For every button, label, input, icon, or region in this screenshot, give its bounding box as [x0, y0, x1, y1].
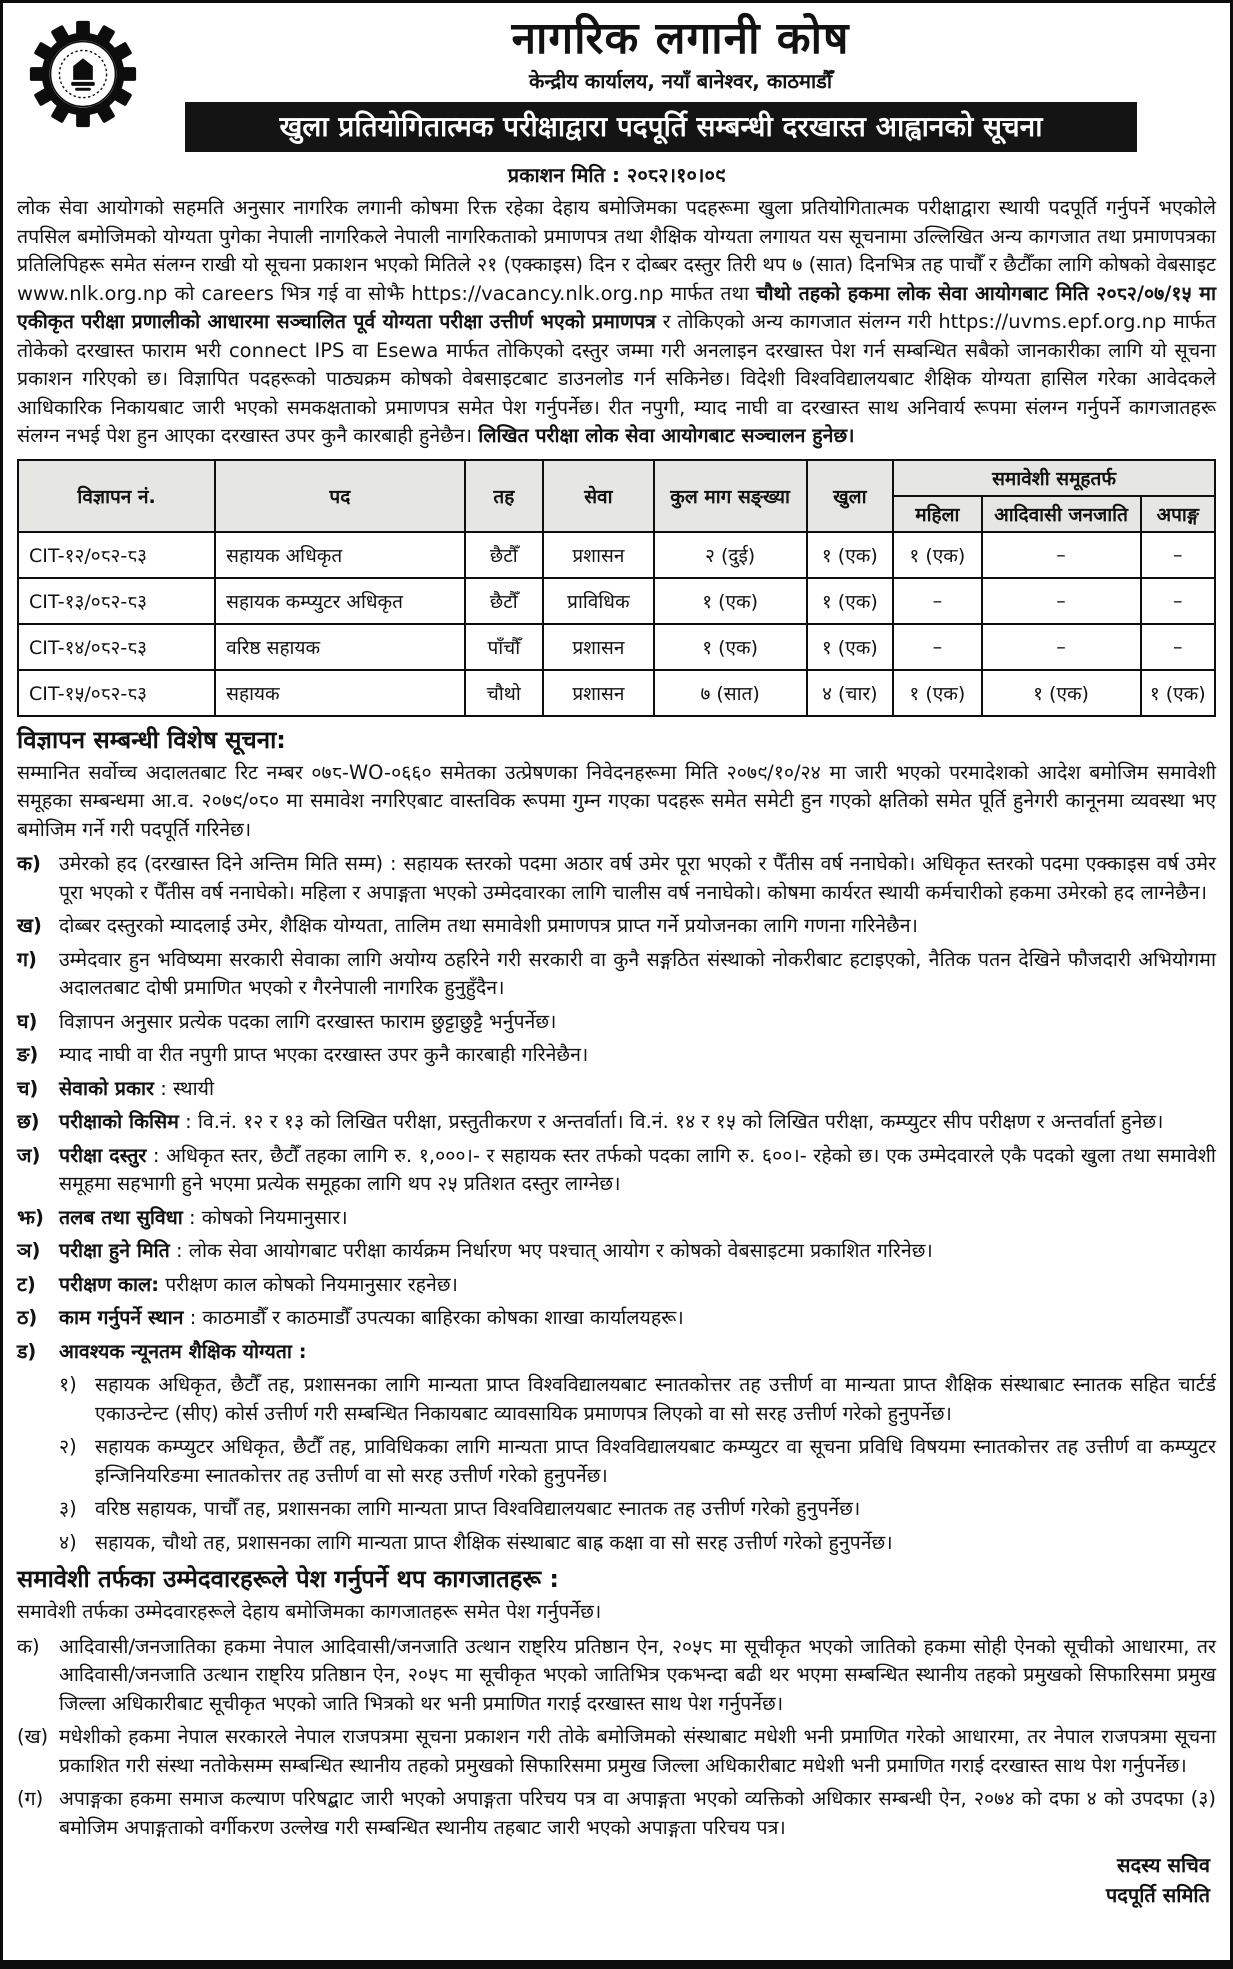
- item-bold-lead: काम गर्नुपर्ने स्थान: [59, 1306, 184, 1329]
- cell-indigenous: –: [982, 624, 1141, 670]
- cell-disabled: १ (एक): [1141, 670, 1215, 716]
- item-label: ङ): [17, 1043, 39, 1066]
- table-row: [18, 532, 1215, 578]
- item-label: ट): [17, 1272, 36, 1296]
- list-item-ka: [17, 850, 1216, 907]
- item-bold-lead: परीक्षा हुने मिति: [59, 1239, 170, 1262]
- col-header-ad-no: विज्ञापन नं.: [18, 460, 215, 532]
- inclusive-section-heading: समावेशी तर्फका उम्मेदवारहरूले पेश गर्नुपर्ने थप कागजातहरू :: [17, 1565, 560, 1593]
- cell-open: १ (एक): [807, 578, 894, 624]
- cell-open: ४ (चार): [807, 670, 894, 716]
- cell-level: छैटौँ: [465, 532, 543, 578]
- item-text: [59, 1142, 1216, 1199]
- item-text: [59, 1271, 1216, 1300]
- item-label: (ख): [17, 1725, 49, 1748]
- cell-service: प्रशासन: [543, 670, 654, 716]
- subitem-text: सहायक कम्प्युटर अधिकृत, छैटौँ तह, प्राविधिकका लागि मान्यता प्राप्त विश्वविद्यालयबाट कम्प्युटर वा सूचना प्रविधि विषयमा स्नातकोत्तर तह उत्तीर्ण वा कम्प्युटर इन्जिनियरिङमा स्नातकोत्तर तह उत्तीर्ण वा सो सरह उत्तीर्ण गरेको हुनुपर्नेछ।: [95, 1435, 1216, 1487]
- subitem-text: वरिष्ठ सहायक, पाचौँ तह, प्रशासनका लागि मान्यता प्राप्त विश्वविद्यालयबाट स्नातक तह उत्तीर्ण गरेको हुनुपर्नेछ।: [95, 1497, 861, 1520]
- cell-female: १ (एक): [893, 670, 982, 716]
- item-label: ठ): [17, 1306, 38, 1329]
- cell-post: सहायक कम्प्युटर अधिकृत: [215, 578, 464, 624]
- item-bold-lead: आवश्यक न्यूनतम शैक्षिक योग्यता :: [59, 1339, 307, 1363]
- item-label: छ): [17, 1110, 40, 1133]
- cell-ad-no: CIT-१४/०८२-८३: [18, 624, 215, 670]
- item-label: ग): [17, 947, 37, 971]
- list-item-ga: [17, 946, 1216, 1003]
- cell-ad-no: CIT-१२/०८२-८३: [18, 532, 215, 578]
- cell-female: १ (एक): [893, 532, 982, 578]
- list-item-chha: [17, 1108, 1216, 1137]
- item-label: च): [17, 1076, 39, 1100]
- cell-total: १ (एक): [654, 624, 807, 670]
- intro-seg-1: लोक सेवा आयोगको सहमति अनुसार नागरिक लगानी कोषमा रिक्त रहेका देहाय बमोजिमका पदहरूमा खुला प्रतियोगितात्मक परीक्षाद्वारा स्थायी पदपूर्ति गर्नुपर्ने भएकोले तपसिल बमोजिमको योग्यता पुगेका नेपाली नागरिकले नेपाली नागरिकताको प्रमाणपत्र तथा शैक्षिक योग्यता लगायत यस सूचनामा उल्लिखित अन्य कागजात तथा प्रमाणपत्रका प्रतिलिपिहरू समेत संलग्न राखी यो सूचना प्रकाशन भएको मितिले २१ (एक्काइस) दिन र दोब्बर दस्तुर तिरी थप ७ (सात) दिनभित्र तह पाचौँ र छैटौँका लागि कोषको वेबसाइट www.nlk.org.np को careers भित्र गई वा सोझै https://vacancy.nlk.org.np मार्फत तथा: [17, 196, 1216, 305]
- col-header-level: तह: [465, 460, 543, 532]
- cell-female: –: [893, 578, 982, 624]
- col-header-open: खुला: [807, 460, 894, 532]
- cell-service: प्रशासन: [543, 624, 654, 670]
- inclusive-item-ga: [17, 1785, 1216, 1842]
- item-bold-lead: परीक्षा दस्तुर: [59, 1143, 147, 1167]
- item-text: [59, 1304, 1216, 1333]
- cell-open: १ (एक): [807, 532, 894, 578]
- item-rest: : वि.नं. १२ र १३ को लिखित परीक्षा, प्रस्तुतीकरण र अन्तर्वार्ता। वि.नं. १४ र १५ को लिखित परीक्षा, कम्प्युटर सीप परीक्षण र अन्तर्वार्ता हुनेछ।: [178, 1110, 1164, 1133]
- col-header-indigenous: आदिवासी जनजाति: [982, 496, 1141, 532]
- item-bold-lead: परीक्षाको किसिम: [59, 1110, 179, 1133]
- cell-indigenous: १ (एक): [982, 670, 1141, 716]
- intro-seg-3: र तोकिएको अन्य कागजात संलग्न गरी https://uvms.epf.org.np मार्फत तोकेको दरखास्त फाराम भरी connect IPS वा Esewa मार्फत तोकिएको दस्तुर जम्मा गरी अनलाइन दरखास्त पेश गर्न सम्बन्धित सबैको जानकारीका लागि यो सूचना प्रकाशन गरिएको छ। विज्ञापित पदहरूको पाठ्यक्रम कोषको वेबसाइटबाट डाउनलोड गर्न सकिनेछ। विदेशी विश्वविद्यालयबाट शैक्षिक योग्यता हासिल गरेका आवेदकले आधिकारिक निकायबाट जारी भएको समकक्षताको प्रमाणपत्र समेत पेश गर्नुपर्नेछ। रीत नपुगी, म्याद नाघी वा दरखास्त साथ अनिवार्य रूपमा संलग्न गर्नुपर्ने कागजातहरू संलग्न नभई पेश हुन आएका दरखास्त उपर कुनै कारबाही हुनेछैन।: [17, 310, 1216, 447]
- item-text: [59, 1108, 1216, 1137]
- education-subitem-1: [59, 1371, 1216, 1428]
- item-label: ख): [17, 914, 42, 937]
- intro-seg-2-bold: चौथो तहको हकमा लोक सेवा आयोगबाट मिति २०८२/०७/१५ मा एकीकृत परीक्षा प्रणालीको आधारमा सञ्चालित पूर्व योग्यता परीक्षा उत्तीर्ण भएको प्रमाणपत्र: [17, 281, 1216, 333]
- list-item-da: [17, 1338, 1216, 1367]
- item-rest: परीक्षण काल कोषको नियमानुसार रहनेछ।: [159, 1272, 458, 1296]
- cell-total: ७ (सात): [654, 670, 807, 716]
- item-bold-lead: तलब तथा सुविधा: [59, 1205, 183, 1229]
- inclusive-section-intro: समावेशी तर्फका उम्मेदवारहरूले देहाय बमोजिमका कागजातहरू समेत पेश गर्नुपर्नेछ।: [17, 1600, 602, 1623]
- cell-total: १ (एक): [654, 578, 807, 624]
- cell-post: सहायक अधिकृत: [215, 532, 464, 578]
- item-label: क): [17, 852, 41, 875]
- cell-level: पाँचौँ: [465, 624, 543, 670]
- cell-ad-no: CIT-१३/०८२-८३: [18, 578, 215, 624]
- item-rest: : काठमाडौँ र काठमाडौँ उपत्यका बाहिरका कोषका शाखा कार्यालयहरू।: [183, 1306, 684, 1329]
- list-item-tha: [17, 1304, 1216, 1333]
- signature-block: [17, 1850, 1216, 1910]
- list-item-yna: [17, 1237, 1216, 1266]
- item-text: मधेशीको हकमा नेपाल सरकारले नेपाल राजपत्रमा सूचना प्रकाशन गरी तोके बमोजिमको संस्थाबाट मधेशी भनी प्रमाणित गरेको आधारमा, तर नेपाल राजपत्रमा सूचना प्रकाशित गरी संस्था नतोकेसम्म सम्बन्धित स्थानीय तहको प्रमुखको सिफारिसमा प्रमुख जिल्ला अधिकारीबाट मधेशी भनी प्रमाणित गराई दरखास्त साथ पेश गर्नुपर्नेछ।: [59, 1725, 1216, 1777]
- cell-service: प्रशासन: [543, 532, 654, 578]
- col-header-post: पद: [215, 460, 464, 532]
- list-item-cha: [17, 1075, 1216, 1104]
- item-text: [59, 1237, 1216, 1266]
- list-item-jha: [17, 1204, 1216, 1233]
- item-text: अपाङ्गका हकमा समाज कल्याण परिषद्बाट जारी भएको अपाङ्गता परिचय पत्र वा अपाङ्गता भएको व्यक्तिको अधिकार सम्बन्धी ऐन, २०७४ को दफा ४ को उपदफा (३) बमोजिम अपाङ्गताको वर्गीकरण उल्लेख गरी सम्बन्धित स्थानीय तहबाट जारी भएको अपाङ्गता परिचय पत्र।: [59, 1787, 1216, 1839]
- document-header: [17, 13, 1216, 152]
- cell-level: चौथो: [465, 670, 543, 716]
- item-rest: : अधिकृत स्तर, छैटौँ तहका लागि रु. १,०००।- र सहायक स्तर तर्फको पदका लागि रु. ६००।- रहेको छ। एक उम्मेदवारले एकै पदको खुला तथा समावेशी समूहमा सहभागी हुने भएमा प्रत्येक समूहका लागि थप २५ प्रतिशत दस्तुर लाग्नेछ।: [59, 1143, 1216, 1195]
- cell-female: –: [893, 624, 982, 670]
- special-notice-intro: सम्मानित सर्वोच्च अदालतबाट रिट नम्बर ०७८-WO-०६६० समेतका उत्प्रेषणका निवेदनहरूमा मिति २०७९/१०/२४ मा जारी भएको परमादेशको आदेश बमोजिम समावेशी समूहका सम्बन्धमा आ.व. २०७९/०८० मा समावेश नगरिएबाट वास्तविक रूपमा गुम्न गएका पदहरू समेत समेटी हुन गएको क्षतिको समेत पूर्ति हुनेगरी कानूनमा व्यवस्था भए बमोजिम गर्ने गरी पदपूर्ति गरिनेछ।: [17, 760, 1216, 841]
- cell-post: वरिष्ठ सहायक: [215, 624, 464, 670]
- list-item-ta: [17, 1271, 1216, 1300]
- col-header-service: सेवा: [543, 460, 654, 532]
- cell-indigenous: –: [982, 578, 1141, 624]
- subitem-label: ३): [59, 1497, 77, 1520]
- item-rest: : कोषको नियमानुसार।: [182, 1205, 348, 1229]
- table-row: [18, 670, 1215, 716]
- col-header-disabled: अपाङ्ग: [1141, 496, 1215, 532]
- item-text: [59, 1204, 1216, 1233]
- subitem-label: ४): [59, 1530, 77, 1554]
- org-name: नागरिक लगानी कोष: [511, 13, 850, 64]
- col-header-total: कुल माग सङ्ख्या: [654, 460, 807, 532]
- education-subitem-2: [59, 1433, 1216, 1490]
- list-item-gha: [17, 1008, 1216, 1037]
- vacancy-table: [17, 459, 1216, 717]
- item-bold-lead: सेवाको प्रकार: [59, 1076, 154, 1100]
- item-text: दोब्बर दस्तुरको म्यादलाई उमेर, शैक्षिक योग्यता, तालिम तथा समावेशी प्रमाणपत्र प्राप्त गर्ने प्रयोजनका लागि गणना गरिनेछैन।: [59, 914, 918, 937]
- col-header-female: महिला: [893, 496, 982, 532]
- subitem-text: सहायक, चौथो तह, प्रशासनका लागि मान्यता प्राप्त शैक्षिक संस्थाबाट बाह्र कक्षा वा सो सरह उत्तीर्ण गरेको हुनुपर्नेछ।: [95, 1530, 893, 1554]
- notice-title-banner: खुला प्रतियोगितात्मक परीक्षाद्वारा पदपूर्ति सम्बन्धी दरखास्त आह्वानको सूचना: [185, 102, 1137, 152]
- inclusive-item-kha: [17, 1723, 1216, 1780]
- item-label: झ): [17, 1205, 44, 1229]
- item-label: क): [17, 1634, 40, 1658]
- list-item-ja: [17, 1142, 1216, 1199]
- col-header-inclusive-group: समावेशी समूहतर्फ: [893, 460, 1215, 496]
- intro-paragraph: [17, 194, 1216, 451]
- cell-disabled: –: [1141, 624, 1215, 670]
- education-subitem-4: [59, 1529, 1216, 1558]
- item-rest: : लोक सेवा आयोगबाट परीक्षा कार्यक्रम निर्धारण भए पश्चात् आयोग र कोषको वेबसाइटमा प्रकाशित गरिनेछ।: [169, 1239, 933, 1262]
- signature-committee: पदपूर्ति समिति: [1105, 1883, 1210, 1907]
- item-text: उम्मेदवार हुन भविष्यमा सरकारी सेवाका लागि अयोग्य ठहरिने गरी सरकारी वा कुनै सङ्गठित संस्थाको नोकरीबाट हटाइएको, नैतिक पतन देखिने फौजदारी अभियोगमा अदालतबाट दोषी प्रमाणित भएको र गैरनेपाली नागरिक हुनुहुँदैन।: [59, 947, 1216, 999]
- item-text: आदिवासी/जनजातिका हकमा नेपाल आदिवासी/जनजाति उत्थान राष्ट्रिय प्रतिष्ठान ऐन, २०५८ मा सूचीकृत भएको जातिको हकमा सोही ऐनको सूचीको आधारमा, तर आदिवासी/जनजाति उत्थान राष्ट्रिय प्रतिष्ठान ऐन, २०५८ मा सूचीकृत भएको जातिभित्र एकभन्दा बढी थर भएमा सम्बन्धित स्थानीय तहको प्रमुखको सिफारिसमा प्रमुख जिल्ला अधिकारीबाट सूचीकृत भएको जाति भित्रको थर भनी प्रमाणित गराई दरखास्त साथ पेश गर्नुपर्नेछ।: [59, 1634, 1216, 1715]
- item-text: म्याद नाघी वा रीत नपुगी प्राप्त भएका दरखास्त उपर कुनै कारबाही गरिनेछैन।: [59, 1043, 589, 1066]
- subitem-text: सहायक अधिकृत, छैटौँ तह, प्रशासनका लागि मान्यता प्राप्त विश्वविद्यालयबाट स्नातकोत्तर तह उत्तीर्ण वा मान्यता प्राप्त शैक्षिक संस्थाबाट स्नातक सहित चार्टर्ड एकाउन्टेन्ट (सीए) कोर्स उत्तीर्ण गरी सम्बन्धित निकायबाट व्यावसायिक प्रमाणपत्र लिएको वा सो सरह उत्तीर्ण गरेको हुनुपर्नेछ।: [95, 1373, 1216, 1425]
- education-subitem-3: [59, 1495, 1216, 1524]
- cell-ad-no: CIT-१५/०८२-८३: [18, 670, 215, 716]
- cell-disabled: –: [1141, 578, 1215, 624]
- cell-total: २ (दुई): [654, 532, 807, 578]
- item-text: विज्ञापन अनुसार प्रत्येक पदका लागि दरखास्त फाराम छुट्टाछुट्टै भर्नुपर्नेछ।: [59, 1009, 557, 1033]
- org-address: केन्द्रीय कार्यालय, नयाँ बानेश्वर, काठमाडौँ: [528, 69, 833, 93]
- intro-seg-4-bold: लिखित परीक्षा लोक सेवा आयोगबाट सञ्चालन हुनेछ।: [478, 424, 855, 447]
- item-rest: : स्थायी: [154, 1076, 215, 1100]
- item-label: ज): [17, 1143, 41, 1167]
- org-logo gear-icon: [21, 17, 149, 137]
- table-row: [18, 624, 1215, 670]
- cell-indigenous: –: [982, 532, 1141, 578]
- cell-open: १ (एक): [807, 624, 894, 670]
- item-text: [59, 1338, 1216, 1367]
- item-label: ञ): [17, 1239, 41, 1262]
- item-text: उमेरको हद (दरखास्त दिने अन्तिम मिति सम्म) : सहायक स्तरको पदमा अठार वर्ष उमेर पूरा भएको र पैँतीस वर्ष ननाघेको। अधिकृत स्तरको पदमा एक्काइस वर्ष उमेर पूरा भएको र पैँतीस वर्ष ननाघेको। महिला र अपाङ्गता भएको उम्मेदवारका लागि चालीस वर्ष ननाघेको। कोषमा कार्यरत स्थायी कर्मचारीको हकमा उमेरको हद लाग्नेछैन।: [59, 852, 1216, 904]
- item-text: [59, 1075, 1216, 1104]
- item-label: (ग): [17, 1787, 44, 1810]
- item-label: ड): [17, 1339, 37, 1363]
- list-item-nga: [17, 1041, 1216, 1070]
- item-bold-lead: परीक्षण काल:: [59, 1272, 160, 1296]
- cell-disabled: –: [1141, 532, 1215, 578]
- item-label: घ): [17, 1009, 38, 1033]
- subitem-label: २): [59, 1435, 77, 1458]
- list-item-kha: [17, 912, 1216, 941]
- special-notice-heading: विज्ञापन सम्बन्धी विशेष सूचना:: [17, 725, 286, 754]
- cell-service: प्राविधिक: [543, 578, 654, 624]
- inclusive-item-ka: [17, 1633, 1216, 1719]
- table-row: [18, 578, 1215, 624]
- signature-title: सदस्य सचिव: [1116, 1853, 1210, 1877]
- cell-level: छैटौँ: [465, 578, 543, 624]
- publish-date: प्रकाशन मिति : २०८२।१०।०९: [507, 163, 726, 187]
- subitem-label: १): [59, 1373, 77, 1396]
- cell-post: सहायक: [215, 670, 464, 716]
